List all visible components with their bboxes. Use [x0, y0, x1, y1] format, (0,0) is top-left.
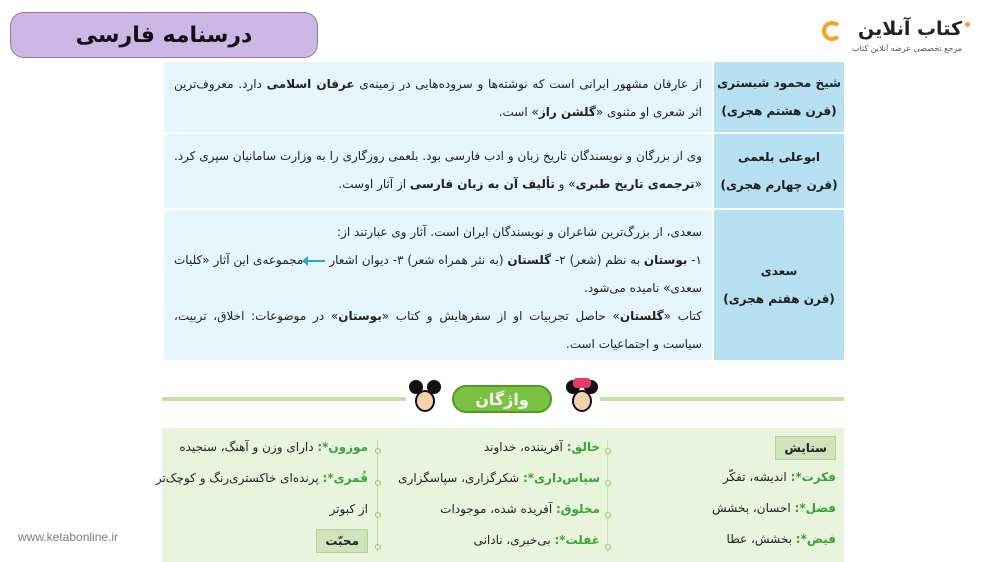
bold-term: ترجمه‌ی تاریخ طبری	[575, 177, 695, 191]
vocab-item: خالق: آفریننده، خداوند	[483, 440, 600, 454]
divider-dot-icon	[375, 512, 381, 518]
divider-dot-icon	[375, 544, 381, 550]
bold-term: گلشن راز	[538, 105, 596, 119]
bold-term: گلستان	[507, 253, 552, 267]
column-divider	[377, 440, 378, 552]
vocab-item: فکرت*: اندیشه، تفکّر	[722, 470, 836, 484]
vocab-item: فضل*: احسان، بخشش	[712, 501, 836, 515]
saadi-intro: سعدی، از بزرگ‌ترین شاعران و نویسندگان ایران است. آثار وی عبارتند از:	[337, 225, 702, 239]
logo-mark-icon	[822, 21, 842, 41]
divider-dot-icon	[375, 480, 381, 486]
arrow-left-icon	[307, 260, 325, 262]
bio-name-cell	[714, 62, 844, 132]
mickey-mouse-icon	[407, 380, 443, 416]
section-tag: ستایش	[775, 436, 836, 460]
bio-description: وی از بزرگان و نویسندگان تاریخ زبان و ادب فارسی بود. بلعمی روزگاری را به وزارت سامانیان سپری کرد. «ترجمه‌ی تاریخ طبری» و تألیف آن به زبان فارسی از آثار اوست.	[164, 134, 712, 208]
section-tag: محبّت	[316, 529, 368, 553]
bio-description	[164, 210, 712, 360]
bold-term: تألیف آن به زبان فارسی	[409, 177, 555, 191]
banner-divider	[600, 397, 844, 401]
bio-description: از عارفان مشهور ایرانی است که نوشته‌ها و سروده‌هایی در زمینه‌ی عرفان اسلامی دارد. معروف‌ترین اثر شعری او مثنوی «گلشن راز» است.	[164, 62, 712, 132]
lesson-title: درسنامه فارسی	[75, 22, 253, 48]
divider-dot-icon	[605, 448, 611, 454]
banner-divider	[162, 397, 406, 401]
divider-dot-icon	[605, 512, 611, 518]
vocab-item: موزون*: دارای وزن و آهنگ، سنجیده	[179, 440, 368, 454]
bio-name: سعدی	[760, 264, 798, 278]
bio-name: ابوعلی بلعمی	[738, 150, 820, 164]
saadi-works: ۱- بوستان به نظم (شعر) ۲- گلستان (به نثر همراه شعر) ۳- دیوان اشعارمجموعه‌ی این آثار «کلیات سعدی» نامیده می‌شود.	[174, 253, 702, 295]
biography-table	[164, 62, 844, 362]
vocabulary-banner	[162, 380, 844, 418]
divider-dot-icon	[375, 448, 381, 454]
minnie-mouse-icon	[564, 380, 600, 416]
logo-dot-icon	[965, 22, 970, 27]
column-divider	[607, 440, 608, 552]
ketabonline-logo[interactable]	[820, 18, 980, 60]
bio-name: شیخ محمود شبستری	[717, 76, 841, 90]
divider-dot-icon	[605, 480, 611, 486]
bio-row-balami	[164, 134, 844, 208]
divider-dot-icon	[605, 544, 611, 550]
bold-term: عرفان اسلامی	[266, 77, 355, 91]
bio-name-cell	[714, 134, 844, 208]
vocab-item: فیض*: بخشش، عطا	[726, 532, 836, 546]
bio-name-cell	[714, 210, 844, 360]
vocab-item: مخلوق: آفریده شده، موجودات	[440, 502, 600, 516]
bold-term: بوستان	[643, 253, 688, 267]
bio-row-shabestari	[164, 62, 844, 132]
lesson-title-banner	[10, 12, 318, 58]
logo-name: کتاب آنلاین	[858, 18, 962, 40]
bold-term: بوستان	[338, 309, 382, 323]
vocab-column-2	[390, 432, 600, 556]
vocab-column-3	[155, 432, 368, 555]
vocabulary-box	[155, 428, 844, 562]
vocab-item-continuation: از کبوتر	[329, 502, 368, 516]
bold-term: گلستان	[619, 309, 664, 323]
vocab-item: سپاس‌داری*: شکرگزاری، سپاسگزاری	[398, 471, 600, 485]
vocab-item: غفلت*: بی‌خبری، نادانی	[473, 533, 600, 547]
bio-row-saadi	[164, 210, 844, 360]
website-watermark: www.ketabonline.ir	[18, 530, 119, 544]
logo-tagline: مرجع تخصصی عرضه آنلاین کتاب	[851, 44, 962, 53]
bio-era: (قرن هشتم هجری)	[721, 104, 837, 118]
vocabulary-heading: واژگان	[452, 385, 552, 413]
vocab-column-1	[612, 432, 836, 555]
saadi-books: کتاب «گلستان» حاصل تجربیات او از سفرهایش و کتاب «بوستان» در موضوعات: اخلاق، تربیت، سیاست و اجتماعیات است.	[174, 309, 702, 351]
bio-era: (قرن هفتم هجری)	[723, 292, 835, 306]
collection-note: مجموعه‌ی این آثار «کلیات سعدی» نامیده می‌شود.	[174, 253, 702, 295]
vocab-item: قُمری*: پرنده‌ای خاکستری‌رنگ و کوچک‌تر	[155, 471, 368, 485]
bio-era: (قرن چهارم هجری)	[720, 178, 838, 192]
